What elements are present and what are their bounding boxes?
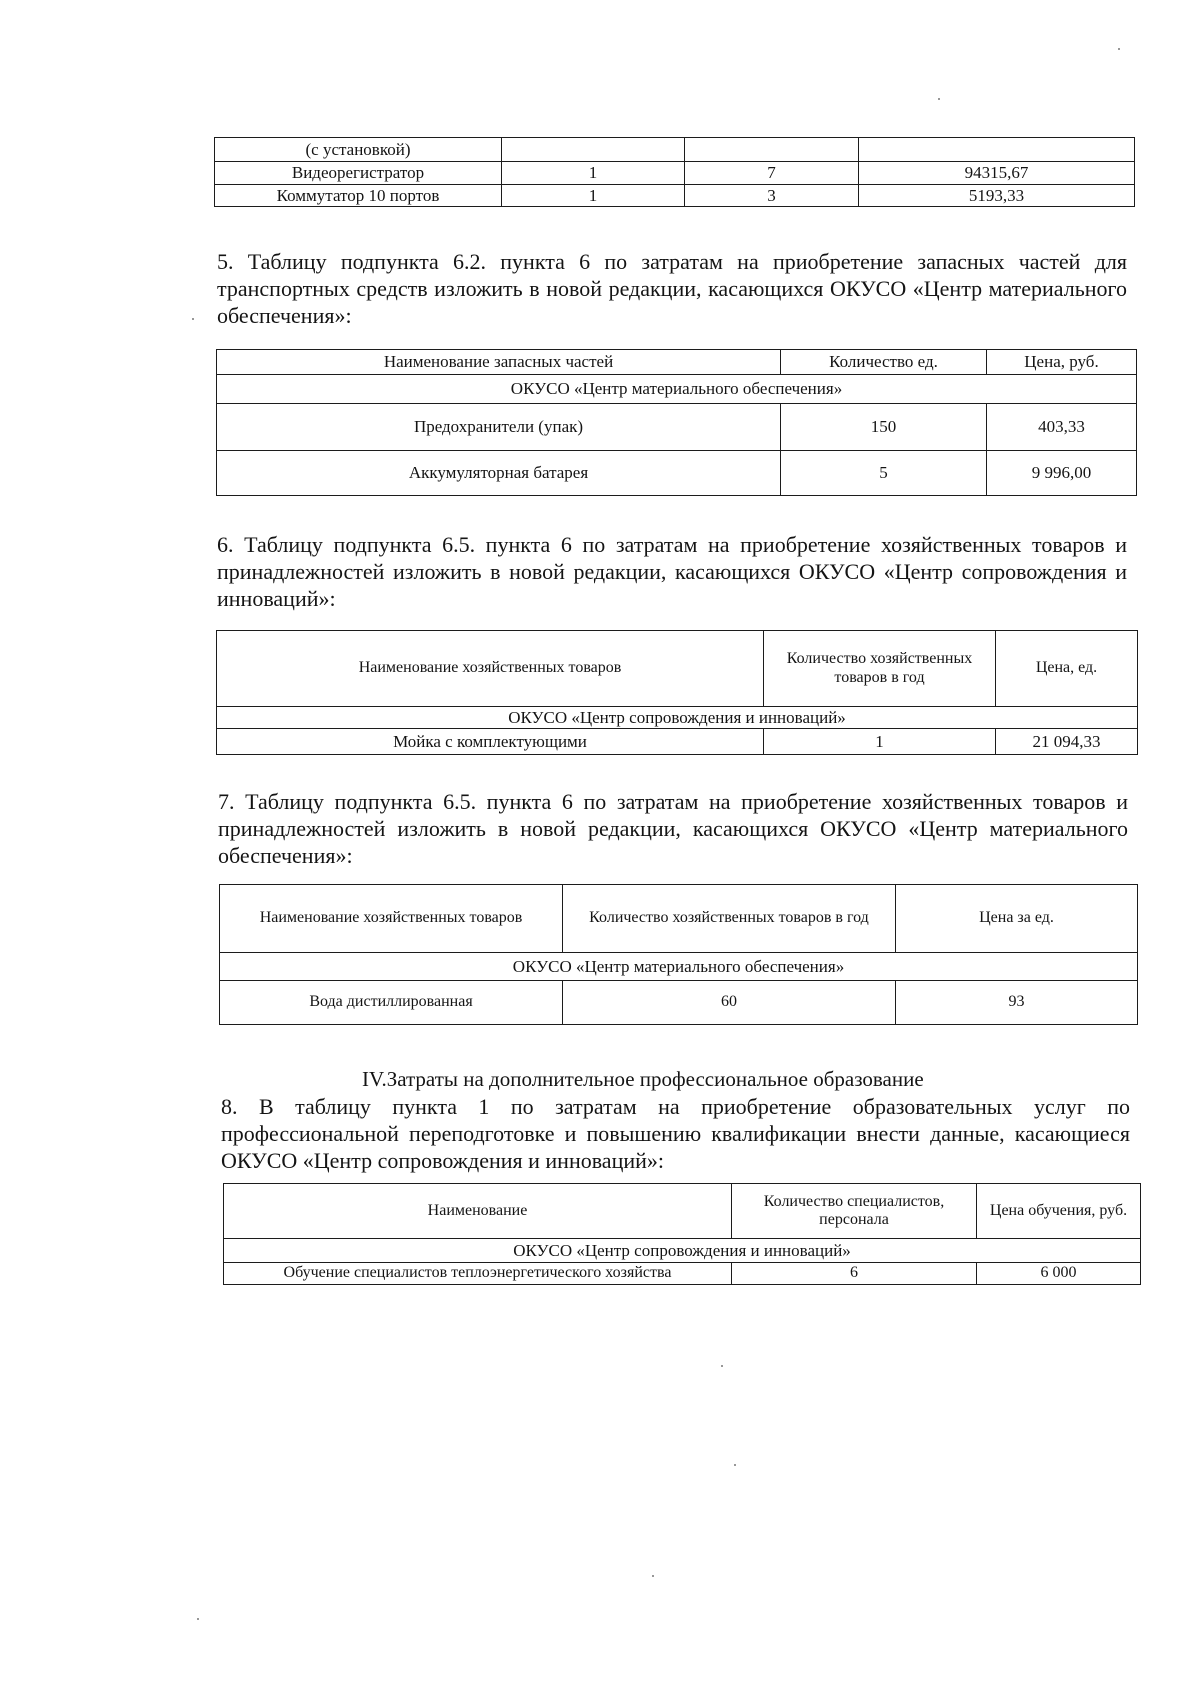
- section-heading: IV.Затраты на дополнительное профессиональное образование: [362, 1067, 924, 1091]
- table-row: [224, 1263, 1141, 1285]
- table-row: [215, 185, 1135, 207]
- table-cell: Обучение специалистов теплоэнергетического хозяйства: [224, 1263, 732, 1285]
- column-header: Количество ед.: [781, 350, 987, 375]
- table-cell: 6: [732, 1263, 977, 1285]
- column-header: Цена обучения, руб.: [977, 1184, 1141, 1239]
- table-cell: 1: [502, 162, 685, 185]
- table-org-row: [220, 953, 1138, 981]
- column-header: Наименование хозяйственных товаров: [217, 631, 764, 707]
- table-header-row: [217, 631, 1138, 707]
- table-cell: 6 000: [977, 1263, 1141, 1285]
- table-cell: Предохранители (упак): [217, 404, 781, 451]
- paragraph-7: 7. Таблицу подпункта 6.5. пункта 6 по затратам на приобретение хозяйственных товаров и принадлежностей изложить в новой редакции, касающихся ОКУСО «Центр материального обеспечения»:: [218, 789, 1128, 868]
- table-cell: 3: [685, 185, 859, 207]
- scan-speck: [938, 98, 940, 100]
- column-header: Количество хозяйственных товаров в год: [563, 885, 896, 953]
- household-goods-table-support: [216, 630, 1138, 755]
- table-cell: 7: [685, 162, 859, 185]
- table-cell: 403,33: [987, 404, 1137, 451]
- org-name: ОКУСО «Центр сопровождения и инноваций»: [217, 707, 1138, 729]
- table-cell: 9 996,00: [987, 451, 1137, 496]
- table-cell: Коммутатор 10 портов: [215, 185, 502, 207]
- column-header: Наименование запасных частей: [217, 350, 781, 375]
- table-row: [217, 729, 1138, 755]
- scan-speck: [192, 318, 194, 320]
- scan-speck: [734, 1464, 736, 1466]
- table-cell: 94315,67: [859, 162, 1135, 185]
- table-cell: [685, 138, 859, 162]
- table-org-row: [217, 707, 1138, 729]
- org-name: ОКУСО «Центр материального обеспечения»: [220, 953, 1138, 981]
- table-row: [220, 981, 1138, 1025]
- spare-parts-table: [216, 349, 1137, 496]
- table-cell: Аккумуляторная батарея: [217, 451, 781, 496]
- scan-speck: [652, 1575, 654, 1577]
- column-header: Наименование хозяйственных товаров: [220, 885, 563, 953]
- table-cell: 5: [781, 451, 987, 496]
- table-org-row: [217, 375, 1137, 404]
- table-cell: [502, 138, 685, 162]
- education-table: [223, 1183, 1141, 1285]
- table-header-row: [217, 350, 1137, 375]
- scan-speck: [197, 1618, 199, 1620]
- household-goods-table-material: [219, 884, 1138, 1025]
- column-header: Количество специалистов, персонала: [732, 1184, 977, 1239]
- table-cell: 21 094,33: [996, 729, 1138, 755]
- table-cell: 1: [764, 729, 996, 755]
- table-cell: 60: [563, 981, 896, 1025]
- table-cell: (с установкой): [215, 138, 502, 162]
- table-row: [215, 162, 1135, 185]
- paragraph-6: 6. Таблицу подпункта 6.5. пункта 6 по затратам на приобретение хозяйственных товаров и принадлежностей изложить в новой редакции, касающихся ОКУСО «Центр сопровождения и инноваций»:: [217, 532, 1127, 611]
- table-row: [217, 404, 1137, 451]
- table-cell: [859, 138, 1135, 162]
- table-cell: 93: [896, 981, 1138, 1025]
- column-header: Наименование: [224, 1184, 732, 1239]
- table-cell: Мойка с комплектующими: [217, 729, 764, 755]
- table-row: [217, 451, 1137, 496]
- paragraph-8: 8. В таблицу пункта 1 по затратам на приобретение образовательных услуг по профессиональной переподготовке и повышению квалификации внести данные, касающиеся ОКУСО «Центр сопровождения и инноваций»:: [221, 1094, 1130, 1173]
- scan-speck: [1118, 48, 1120, 50]
- table-cell: Видеорегистратор: [215, 162, 502, 185]
- column-header: Цена за ед.: [896, 885, 1138, 953]
- table-cell: 1: [502, 185, 685, 207]
- org-name: ОКУСО «Центр материального обеспечения»: [217, 375, 1137, 404]
- equipment-table: [214, 137, 1135, 207]
- column-header: Цена, руб.: [987, 350, 1137, 375]
- table-cell: 150: [781, 404, 987, 451]
- column-header: Количество хозяйственных товаров в год: [764, 631, 996, 707]
- paragraph-5: 5. Таблицу подпункта 6.2. пункта 6 по затратам на приобретение запасных частей для транспортных средств изложить в новой редакции, касающихся ОКУСО «Центр материального обеспечения»:: [217, 249, 1127, 328]
- scan-speck: [721, 1365, 723, 1367]
- table-org-row: [224, 1239, 1141, 1263]
- org-name: ОКУСО «Центр сопровождения и инноваций»: [224, 1239, 1141, 1263]
- table-header-row: [220, 885, 1138, 953]
- table-header-row: [224, 1184, 1141, 1239]
- table-cell: Вода дистиллированная: [220, 981, 563, 1025]
- table-cell: 5193,33: [859, 185, 1135, 207]
- column-header: Цена, ед.: [996, 631, 1138, 707]
- table-row: [215, 138, 1135, 162]
